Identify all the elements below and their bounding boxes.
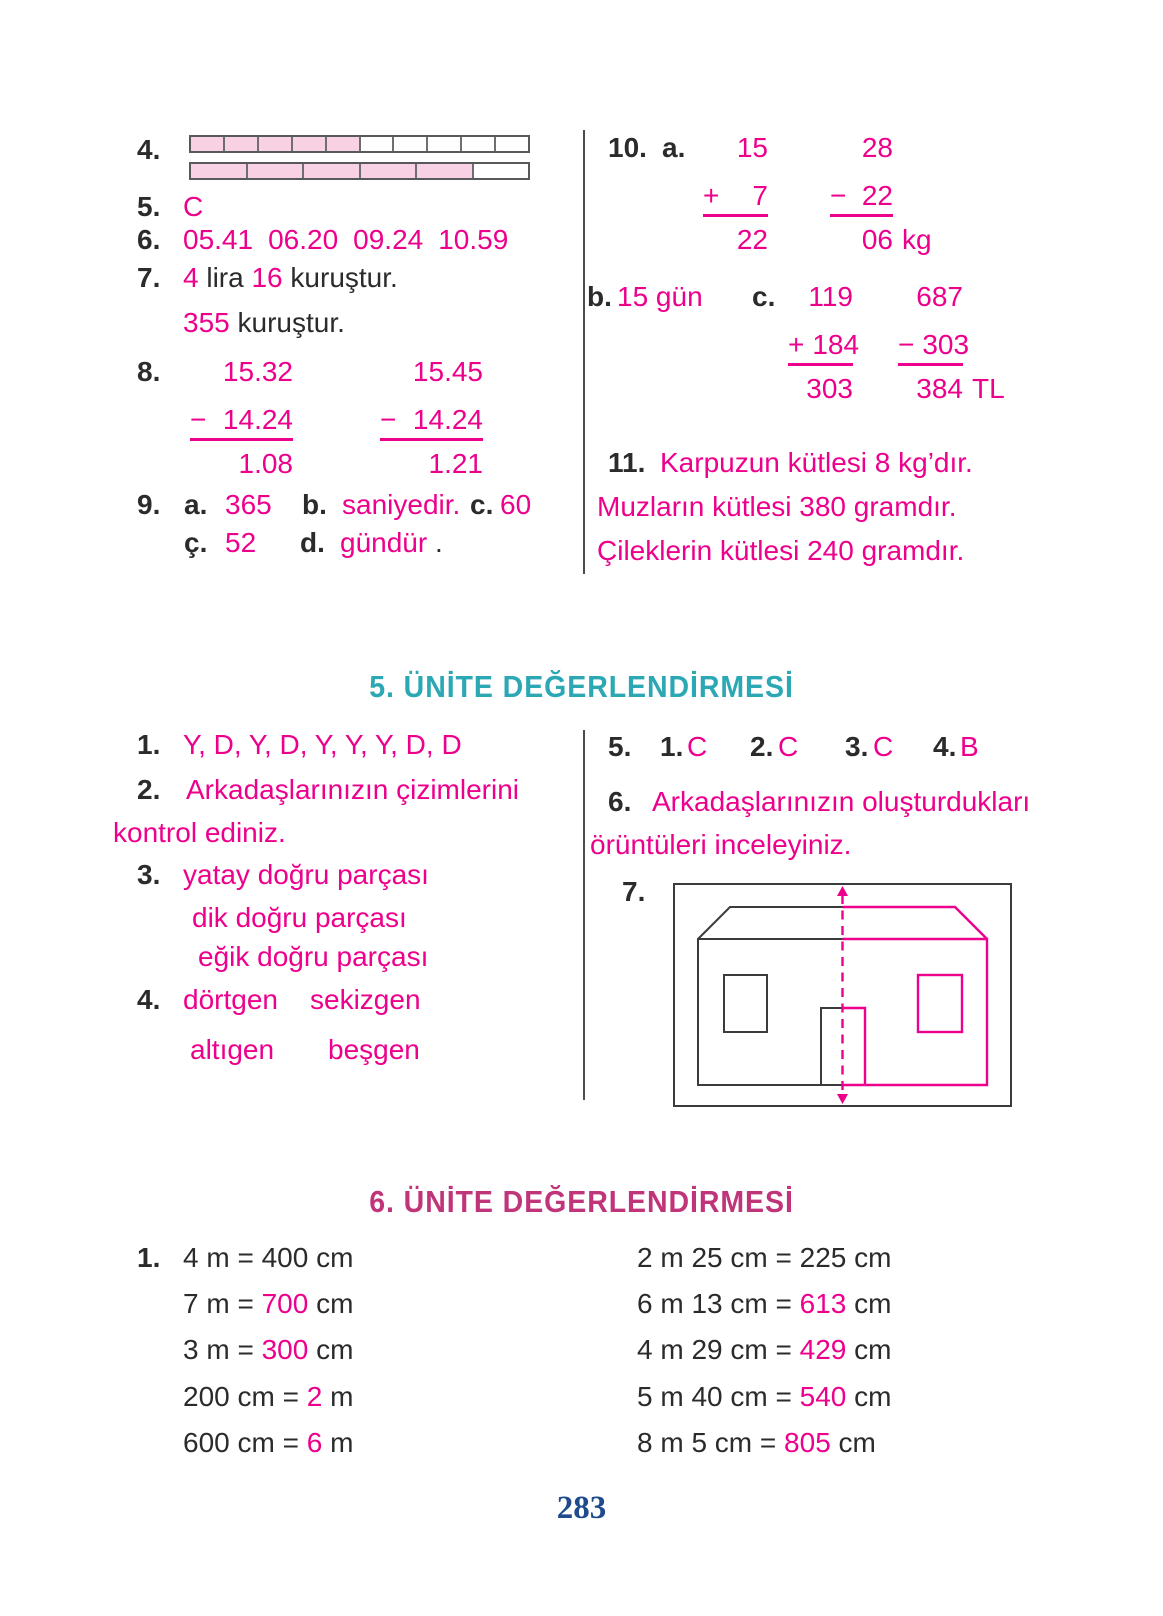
shaded-cell bbox=[327, 137, 361, 151]
operator-row bbox=[788, 329, 860, 366]
result-row bbox=[898, 373, 1005, 404]
conversion-row bbox=[183, 1382, 353, 1412]
question-5-label: 5. bbox=[608, 731, 632, 762]
answer-2-line2: kontrol ediniz. bbox=[113, 817, 286, 848]
period: . bbox=[434, 527, 443, 558]
conversion-row bbox=[183, 1428, 353, 1458]
conversion-row bbox=[637, 1382, 891, 1412]
subtrahend: 303 bbox=[922, 329, 970, 360]
addend-bottom: 184 bbox=[812, 329, 860, 360]
subtraction-column-a bbox=[190, 357, 293, 479]
sub-4-label: 4. bbox=[933, 731, 957, 762]
fraction-bars bbox=[189, 135, 530, 180]
subtraction-column-b bbox=[380, 357, 483, 479]
column-divider-top bbox=[583, 130, 585, 574]
shaded-cell bbox=[417, 164, 474, 178]
answer-11-line1: Karpuzun kütlesi 8 kg’dır. bbox=[660, 447, 973, 478]
item-c-label: c. bbox=[470, 489, 494, 520]
answer-4-word1: dörtgen bbox=[183, 984, 278, 1015]
conversion-pre: 600 cm = bbox=[183, 1427, 299, 1458]
shaded-cell bbox=[191, 137, 225, 151]
answer-4-word2: sekizgen bbox=[310, 984, 421, 1015]
minuend: 687 bbox=[916, 281, 963, 312]
answer-3-line1: yatay doğru parçası bbox=[183, 859, 429, 890]
operator-row bbox=[830, 181, 893, 217]
answer-10b: 15 gün bbox=[617, 281, 703, 312]
time-value: 06.20 bbox=[268, 224, 339, 255]
conversion-value: 400 bbox=[261, 1242, 309, 1273]
answer-9b: saniyedir. bbox=[342, 489, 461, 520]
question-1-label: 1. bbox=[137, 729, 161, 760]
subtrahend: 14.24 bbox=[222, 404, 293, 435]
item-a-label: a. bbox=[184, 489, 208, 520]
answer-3-line3: eğik doğru parçası bbox=[198, 941, 429, 972]
answer-9a: 365 bbox=[225, 489, 272, 520]
shaded-cell bbox=[225, 137, 259, 151]
conversion-value: 2 bbox=[306, 1381, 323, 1412]
empty-cell bbox=[462, 137, 496, 151]
result: 303 bbox=[806, 373, 853, 404]
answer-9d bbox=[340, 528, 443, 558]
page-number: 283 bbox=[556, 1490, 607, 1526]
result-row bbox=[380, 449, 483, 479]
answer-number: 16 bbox=[251, 262, 283, 293]
empty-cell bbox=[474, 164, 529, 178]
conversion-unit: m bbox=[330, 1381, 354, 1412]
unit-tl: TL bbox=[972, 373, 1005, 404]
result-row bbox=[190, 449, 293, 479]
question-8-label: 8. bbox=[137, 356, 161, 387]
question-6-label: 6. bbox=[608, 786, 632, 817]
fraction-bar bbox=[189, 135, 530, 153]
conversion-value: 6 bbox=[306, 1427, 323, 1458]
question-7-label: 7. bbox=[137, 262, 161, 293]
item-d-label: d. bbox=[300, 527, 325, 558]
right-window bbox=[918, 975, 962, 1032]
answer-1: Y, D, Y, D, Y, Y, Y, D, D bbox=[183, 729, 462, 760]
result: 1.08 bbox=[238, 448, 293, 479]
answer-3-line2: dik doğru parçası bbox=[192, 902, 407, 933]
conversion-row bbox=[637, 1335, 891, 1365]
operator-row bbox=[703, 181, 768, 217]
minuend: 15.32 bbox=[222, 356, 293, 387]
conversion-unit: cm bbox=[854, 1334, 892, 1365]
conversion-value: 613 bbox=[799, 1288, 847, 1319]
house-left-half bbox=[698, 907, 843, 1085]
addend-bottom: 7 bbox=[752, 180, 768, 211]
unit6-title: 6. ÜNİTE DEĞERLENDİRMESİ bbox=[369, 1184, 794, 1219]
conversion-pre: 4 m 29 cm = bbox=[637, 1334, 792, 1365]
sub-2-label: 2. bbox=[750, 731, 774, 762]
question-4-label: 4. bbox=[137, 984, 161, 1015]
sub-1-label: 1. bbox=[660, 731, 684, 762]
answer-5: C bbox=[183, 191, 204, 222]
result: 22 bbox=[736, 224, 768, 255]
answer-9c: 60 bbox=[500, 489, 532, 520]
subtrahend: 14.24 bbox=[412, 404, 483, 435]
conversion-unit: cm bbox=[854, 1242, 892, 1273]
operator-row bbox=[380, 405, 483, 441]
conversion-row bbox=[183, 1335, 353, 1365]
answer-6-line1: Arkadaşlarınızın oluşturdukları bbox=[652, 786, 1031, 817]
empty-cell bbox=[361, 137, 395, 151]
conversion-unit: cm bbox=[316, 1334, 354, 1365]
shaded-cell bbox=[304, 164, 361, 178]
answer-5-2: C bbox=[778, 731, 799, 762]
answer-5-1: C bbox=[687, 731, 708, 762]
unit5-title: 5. ÜNİTE DEĞERLENDİRMESİ bbox=[369, 669, 794, 704]
answer-word: kuruştur. bbox=[290, 262, 398, 293]
conversion-unit: cm bbox=[838, 1427, 876, 1458]
operator-row bbox=[190, 405, 293, 441]
conversion-value: 700 bbox=[261, 1288, 309, 1319]
minus-operator: − bbox=[898, 329, 915, 360]
answer-word: kuruştur. bbox=[237, 307, 345, 338]
shaded-cell bbox=[361, 164, 418, 178]
empty-cell bbox=[428, 137, 462, 151]
addition-column-2 bbox=[788, 281, 860, 404]
conversion-value: 300 bbox=[261, 1334, 309, 1365]
addend-top: 15 bbox=[736, 132, 768, 163]
unit-kg: kg bbox=[902, 224, 932, 255]
answer-11-line2: Muzların kütlesi 380 gramdır. bbox=[597, 491, 957, 522]
conversion-pre: 6 m 13 cm = bbox=[637, 1288, 792, 1319]
question-1-label: 1. bbox=[137, 1242, 161, 1273]
answer-4-word3: altıgen bbox=[190, 1034, 275, 1065]
conversion-row bbox=[637, 1428, 876, 1458]
answer-word: gündür bbox=[340, 527, 428, 558]
answer-6-times bbox=[183, 225, 508, 255]
plus-operator: + bbox=[703, 180, 720, 211]
question-11-label: 11. bbox=[608, 447, 646, 478]
question-7-label: 7. bbox=[622, 876, 646, 907]
shaded-cell bbox=[191, 164, 248, 178]
result: 1.21 bbox=[428, 448, 483, 479]
conversion-unit: m bbox=[330, 1427, 354, 1458]
question-5-label: 5. bbox=[137, 191, 161, 222]
answer-5-3: C bbox=[873, 731, 894, 762]
question-3-label: 3. bbox=[137, 859, 161, 890]
result-row bbox=[788, 374, 853, 404]
answer-4-word4: beşgen bbox=[328, 1034, 420, 1065]
answer-2-line1: Arkadaşlarınızın çizimlerini bbox=[186, 774, 519, 805]
conversion-unit: cm bbox=[854, 1288, 892, 1319]
question-9-label: 9. bbox=[137, 489, 161, 520]
time-value: 05.41 bbox=[183, 224, 254, 255]
fraction-bar bbox=[189, 162, 530, 180]
conversion-pre: 3 m = bbox=[183, 1334, 254, 1365]
shaded-cell bbox=[248, 164, 305, 178]
sub-3-label: 3. bbox=[845, 731, 869, 762]
result-row bbox=[830, 224, 932, 255]
subtraction-column-1 bbox=[830, 132, 932, 255]
result: 384 bbox=[916, 373, 963, 404]
addition-column-1 bbox=[703, 133, 768, 255]
conversion-value: 225 bbox=[799, 1242, 847, 1273]
addend-top: 119 bbox=[808, 281, 853, 312]
subtraction-column-2 bbox=[898, 281, 1005, 404]
answer-11-line3: Çileklerin kütlesi 240 gramdır. bbox=[597, 535, 965, 566]
question-2-label: 2. bbox=[137, 774, 161, 805]
answer-7-line1 bbox=[183, 263, 398, 293]
column-divider-unit5 bbox=[583, 730, 585, 1100]
left-window bbox=[724, 975, 767, 1032]
axis-arrow-up bbox=[837, 886, 848, 896]
item-cc-label: ç. bbox=[184, 527, 208, 558]
item-a-label: a. bbox=[662, 132, 686, 163]
answer-6-line2: örüntüleri inceleyiniz. bbox=[590, 829, 852, 860]
question-6-label: 6. bbox=[137, 224, 161, 255]
answer-number: 4 bbox=[183, 262, 199, 293]
symmetry-axis bbox=[837, 886, 848, 1104]
minuend: 28 bbox=[861, 132, 893, 163]
empty-cell bbox=[496, 137, 528, 151]
conversion-pre: 8 m 5 cm = bbox=[637, 1427, 777, 1458]
house-right-half bbox=[843, 907, 988, 1085]
conversion-pre: 5 m 40 cm = bbox=[637, 1381, 792, 1412]
conversion-row bbox=[637, 1289, 891, 1319]
question-10-label: 10. bbox=[608, 132, 647, 163]
answer-9cc: 52 bbox=[225, 527, 257, 558]
answer-word: lira bbox=[206, 262, 244, 293]
answer-7-line2 bbox=[183, 308, 345, 338]
conversion-unit: cm bbox=[854, 1381, 892, 1412]
result-row bbox=[703, 225, 768, 255]
minus-operator: − bbox=[380, 404, 397, 435]
plus-operator: + bbox=[788, 329, 805, 360]
conversion-value: 540 bbox=[799, 1381, 847, 1412]
result: 06 bbox=[861, 224, 893, 255]
question-4-label: 4. bbox=[137, 134, 161, 165]
conversion-pre: 200 cm = bbox=[183, 1381, 299, 1412]
conversion-pre: 4 m = bbox=[183, 1242, 254, 1273]
conversion-row bbox=[637, 1243, 891, 1273]
conversion-row bbox=[183, 1289, 353, 1319]
conversion-value: 805 bbox=[784, 1427, 831, 1458]
empty-cell bbox=[394, 137, 428, 151]
minus-operator: − bbox=[830, 180, 847, 211]
answer-5-4: B bbox=[960, 731, 979, 762]
minuend: 15.45 bbox=[412, 356, 483, 387]
conversion-pre: 2 m 25 cm = bbox=[637, 1242, 792, 1273]
item-b-label: b. bbox=[302, 489, 327, 520]
conversion-row bbox=[183, 1243, 353, 1273]
axis-arrow-down bbox=[837, 1094, 848, 1104]
item-c-label: c. bbox=[752, 281, 776, 312]
answer-number: 355 bbox=[183, 307, 230, 338]
conversion-unit: cm bbox=[316, 1288, 354, 1319]
shaded-cell bbox=[259, 137, 293, 151]
shaded-cell bbox=[293, 137, 327, 151]
operator-row bbox=[898, 329, 970, 366]
minus-operator: − bbox=[190, 404, 207, 435]
time-value: 10.59 bbox=[438, 224, 509, 255]
subtrahend: 22 bbox=[861, 180, 893, 211]
symmetry-house-figure bbox=[673, 883, 1012, 1107]
time-value: 09.24 bbox=[353, 224, 424, 255]
conversion-unit: cm bbox=[316, 1242, 354, 1273]
conversion-value: 429 bbox=[799, 1334, 847, 1365]
conversion-pre: 7 m = bbox=[183, 1288, 254, 1319]
item-b-label: b. bbox=[587, 281, 612, 312]
